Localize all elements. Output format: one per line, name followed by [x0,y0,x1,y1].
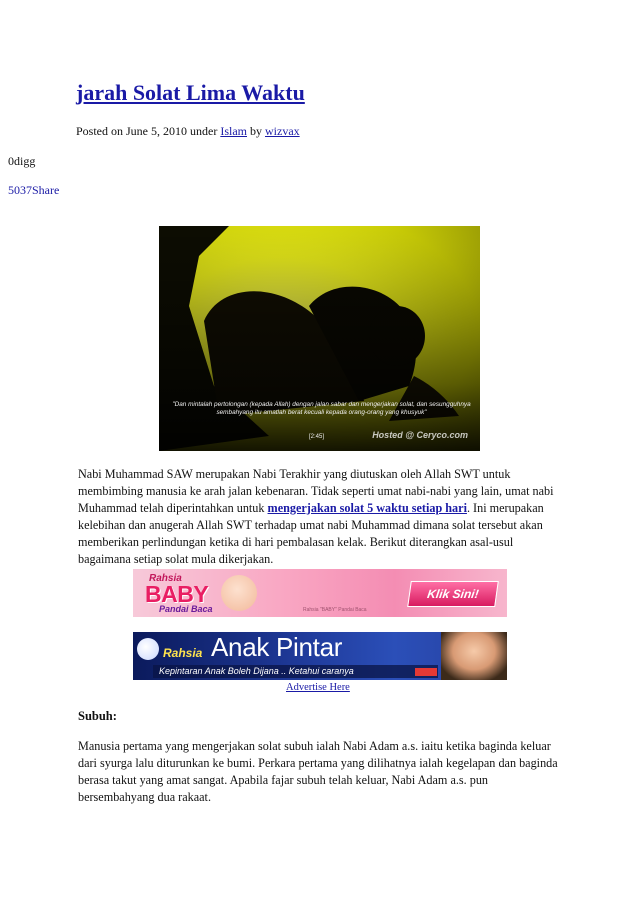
anak-pintar-klik-badge[interactable] [415,668,437,676]
hero-quote: "Dan mintalah pertolongan (kepada Allah) dengan jalan sabar dan mengerjakan solat, dan sesungguhnya sembahyang itu amatlah berat kecuali kepada orang-orang yang khusyuk" [172,401,471,416]
anak-pintar-rahsia: Rahsia [163,646,203,660]
digg-count[interactable]: 0digg [8,154,36,168]
solat-link[interactable]: mengerjakan solat 5 waktu setiap hari [267,501,467,515]
intro-text-after: . Ini merupakan kelebihan dan anugerah Allah SWT terhadap umat nabi Muhammad dimana solat tersebut akan memberikan perlindungan ketika di hari pembalasan kelak. Berikut diterangkan asal-usul bagaimana setiap solat mula dikerjakan. [78,501,544,566]
intro-text-before: Nabi Muhammad SAW merupakan Nabi Terakhir yang diutuskan oleh Allah SWT untuk membimbing manusia ke arah jalan kebenaran. Tidak seperti umat nabi-nabi yang lain, umat nabi Muhammad telah diperintahkan untuk [78,467,554,515]
klik-sini-button[interactable]: Klik Sini! [407,581,499,607]
anak-pintar-title: Anak Pintar [211,632,343,662]
post-meta [76,124,300,139]
baby-ad-tagline: Rahsia "BABY" Pandai Baca [303,607,367,613]
subuh-paragraph: Manusia pertama yang mengerjakan solat subuh ialah Nabi Adam a.s. iaitu ketika baginda keluar dari syurga lalu diturunkan ke bumi. Perkara pertama yang dilihatnya ialah kegelapan dan baginda berasa takut yang amat sangat. Apabila fajar subuh telah keluar, Nabi Adam a.s. pun bersembahyang dua rakaat. [78,739,558,804]
intro-paragraph [78,466,562,568]
post-meta-prefix: Posted on June 5, 2010 under [76,124,218,138]
baby-pandai-baca-ad[interactable] [133,569,507,617]
baby-logo-bottom: Pandai Baca [159,604,213,614]
baby-face-image [221,575,257,611]
author-link[interactable]: wizvax [265,124,300,138]
hero-image [159,226,480,451]
hero-watermark: Hosted @ Ceryco.com [372,430,468,440]
share-count[interactable]: 5037Share [8,183,60,197]
baby-logo-big: BABY [145,581,209,607]
category-link[interactable]: Islam [220,124,247,138]
prostrating-figure-silhouette [159,226,480,451]
baby-logo-top: Rahsia [149,573,182,584]
baby-logo [137,572,219,614]
anak-pintar-ad[interactable] [133,632,507,680]
section-heading-subuh: Subuh: [78,709,117,723]
hero-reference: [2:45] [309,434,325,440]
anak-pintar-tagline: Kepintaran Anak Boleh Dijana .. Ketahui caranya [159,666,354,676]
child-photo [441,632,507,680]
advertise-here-link[interactable]: Advertise Here [286,682,350,693]
moon-icon [137,638,159,660]
post-meta-by: by [250,124,262,138]
post-title[interactable]: jarah Solat Lima Waktu [76,80,305,105]
